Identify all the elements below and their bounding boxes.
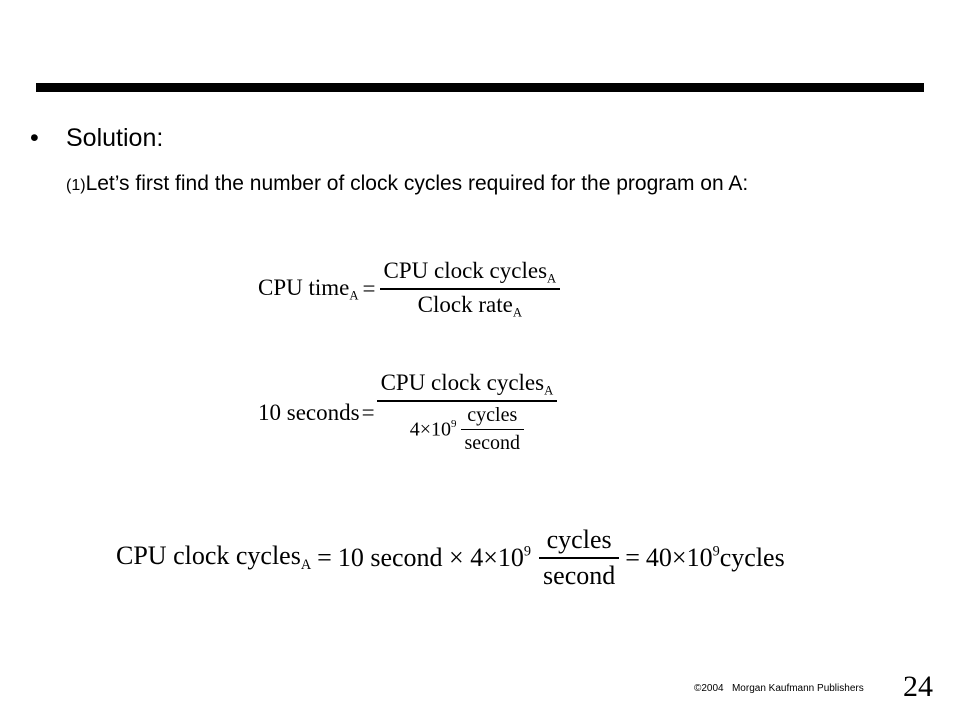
eq3-result: $40\times 10^9cycles$ [645, 542, 785, 572]
equation-cpu-clock-cycles [116, 525, 785, 591]
eq2-equals: = [361, 399, 375, 425]
equation-cpu-time [258, 258, 560, 320]
step-number: (1) [66, 177, 86, 194]
equation-ten-seconds [258, 370, 557, 455]
eq2-den-coef: $4\times 10^9$ [409, 418, 457, 441]
eq1-fraction [380, 258, 561, 320]
copyright-text: ©2004 [694, 683, 724, 694]
step-text: Let’s first find the number of clock cycles required for the program on A: [85, 172, 749, 195]
eq1-lhs: CPU time$_A$ [258, 274, 359, 303]
publisher-name: Morgan Kaufmann Publishers [731, 683, 864, 694]
eq2-lhs: 10 seconds [258, 399, 360, 425]
eq3-lhs: CPU clock cycles$_A$ [116, 541, 312, 574]
page-number: 24 [903, 670, 933, 703]
solution-heading: Solution: [66, 124, 164, 152]
eq2-denominator [406, 402, 528, 456]
footer-credit [694, 683, 864, 694]
eq1-numerator: CPU clock cycles$_A$ [383, 258, 557, 286]
title-rule [36, 83, 924, 92]
eq3-equals-1: = [317, 542, 332, 572]
bullet-marker: • [30, 124, 39, 152]
eq3-term: 10 second × $4\times 10^9$ [337, 542, 532, 572]
eq2-numerator: CPU clock cycles$_A$ [380, 370, 554, 398]
eq1-equals: = [362, 276, 376, 302]
eq3-fraction: $\frac{\text{cycles}}{\text{second}}$ [539, 525, 619, 591]
eq1-denominator: Clock rate$_A$ [417, 291, 522, 320]
eq2-fraction [377, 370, 558, 455]
step-one-text [66, 172, 748, 196]
solution-bullet [30, 124, 163, 153]
eq2-den-fraction: $\frac{\text{cycles}}{\text{second}}$ [461, 404, 525, 456]
eq3-equals-2: = [625, 542, 640, 572]
